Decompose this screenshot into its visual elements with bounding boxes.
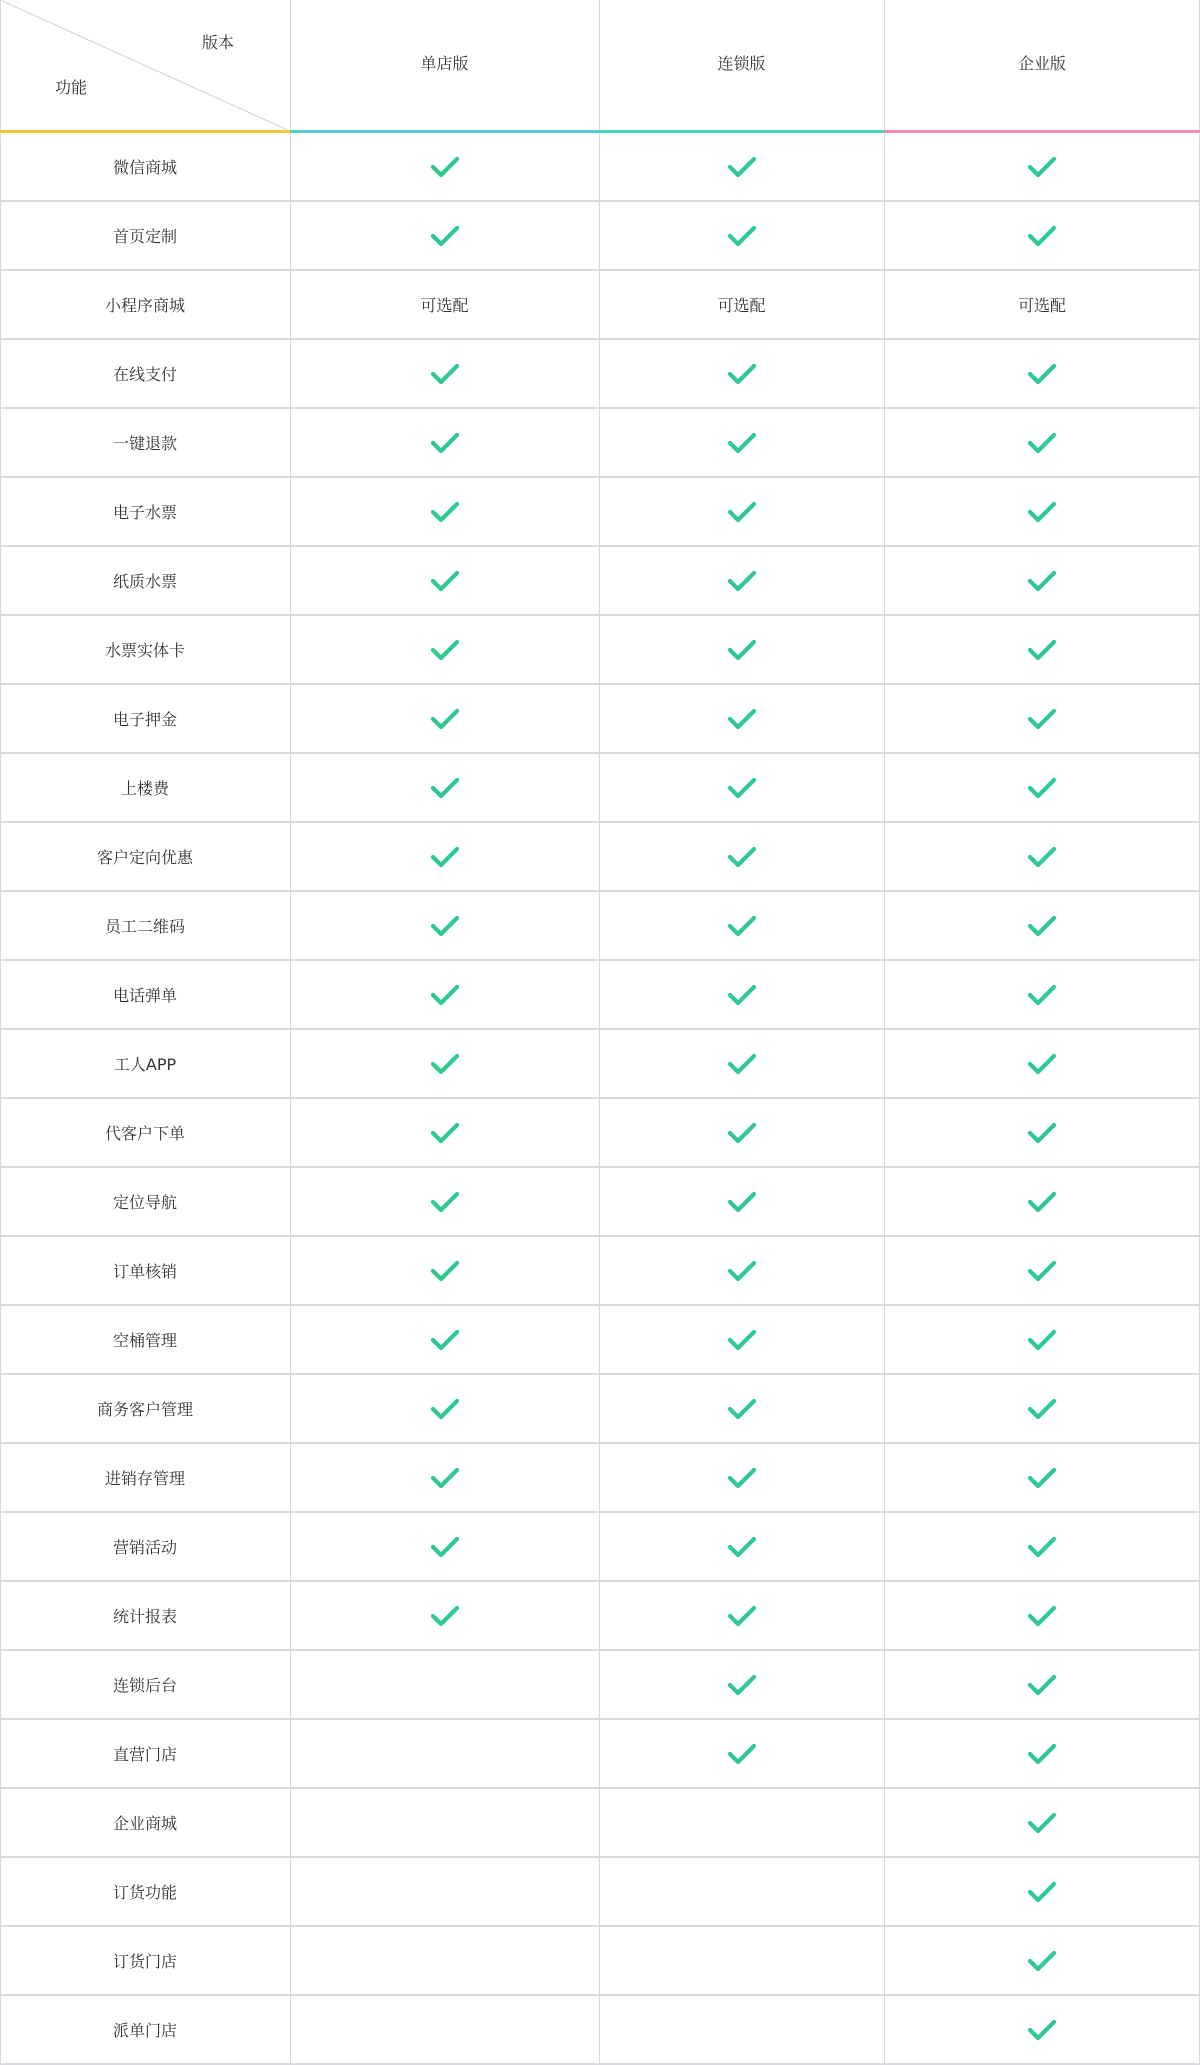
table-row: [0, 1375, 1200, 1444]
feature-name: 电话弹单: [112, 986, 177, 1005]
cell-single-store: [290, 1306, 599, 1373]
cell-single-store: [290, 961, 599, 1028]
check-icon: [430, 1328, 460, 1352]
feature-name: 电子水票: [112, 503, 177, 522]
cell-chain: [599, 892, 884, 959]
feature-name-cell: [0, 1651, 290, 1718]
check-icon: [1027, 1328, 1057, 1352]
column-header-chain: [599, 0, 884, 125]
feature-name-cell: [0, 616, 290, 683]
feature-name-cell: [0, 340, 290, 407]
table-row: [0, 685, 1200, 754]
table-row: [0, 1651, 1200, 1720]
feature-name-cell: [0, 202, 290, 269]
cell-chain: [599, 202, 884, 269]
feature-name-cell: [0, 892, 290, 959]
cell-single-store: [290, 271, 599, 338]
cell-enterprise: [884, 1789, 1200, 1856]
check-icon: [727, 1397, 757, 1421]
table-row: [0, 823, 1200, 892]
cell-enterprise: [884, 1927, 1200, 1994]
feature-name: 工人APP: [113, 1055, 177, 1074]
check-icon: [727, 500, 757, 524]
column-header-label: 单店版: [420, 54, 469, 73]
cell-single-store: [290, 1720, 599, 1787]
cell-single-store: [290, 340, 599, 407]
check-icon: [1027, 1880, 1057, 1904]
check-icon: [727, 155, 757, 179]
feature-name-cell: [0, 1720, 290, 1787]
optional-label: 可选配: [717, 296, 766, 315]
feature-name: 直营门店: [112, 1745, 177, 1764]
cell-single-store: [290, 202, 599, 269]
cell-enterprise: [884, 1996, 1200, 2063]
feature-name: 商务客户管理: [96, 1400, 193, 1419]
check-icon: [430, 224, 460, 248]
check-icon: [430, 983, 460, 1007]
cell-single-store: [290, 685, 599, 752]
feature-name-cell: [0, 1237, 290, 1304]
cell-single-store: [290, 1444, 599, 1511]
optional-label: 可选配: [1017, 296, 1066, 315]
cell-enterprise: [884, 1030, 1200, 1097]
cell-enterprise: [884, 1582, 1200, 1649]
check-icon: [430, 914, 460, 938]
check-icon: [430, 1604, 460, 1628]
cell-enterprise: [884, 340, 1200, 407]
check-icon: [727, 707, 757, 731]
corner-diagonal-divider: [0, 0, 290, 133]
feature-name: 代客户下单: [104, 1124, 185, 1143]
cell-chain: [599, 1444, 884, 1511]
check-icon: [430, 1259, 460, 1283]
feature-name: 在线支付: [112, 365, 177, 384]
feature-name-cell: [0, 1927, 290, 1994]
feature-name-cell: [0, 1444, 290, 1511]
check-icon: [727, 1673, 757, 1697]
cell-enterprise: [884, 1237, 1200, 1304]
table-row: [0, 1927, 1200, 1996]
feature-name: 客户定向优惠: [96, 848, 193, 867]
cell-enterprise: [884, 616, 1200, 683]
check-icon: [727, 431, 757, 455]
cell-chain: [599, 478, 884, 545]
cell-chain: [599, 1996, 884, 2063]
check-icon: [727, 845, 757, 869]
check-icon: [727, 1604, 757, 1628]
cell-enterprise: [884, 1513, 1200, 1580]
feature-name-cell: [0, 1306, 290, 1373]
feature-name-cell: [0, 1582, 290, 1649]
column-header-enterprise: [884, 0, 1200, 125]
cell-single-store: [290, 754, 599, 821]
cell-single-store: [290, 1168, 599, 1235]
cell-single-store: [290, 616, 599, 683]
check-icon: [1027, 638, 1057, 662]
column-header-label: 连锁版: [717, 54, 766, 73]
cell-chain: [599, 1651, 884, 1718]
check-icon: [1027, 362, 1057, 386]
check-icon: [1027, 1397, 1057, 1421]
cell-single-store: [290, 133, 599, 200]
cell-enterprise: [884, 478, 1200, 545]
cell-single-store: [290, 1030, 599, 1097]
check-icon: [1027, 1535, 1057, 1559]
check-icon: [727, 1535, 757, 1559]
cell-chain: [599, 409, 884, 476]
cell-chain: [599, 1720, 884, 1787]
check-icon: [1027, 155, 1057, 179]
check-icon: [430, 155, 460, 179]
feature-name: 营销活动: [112, 1538, 177, 1557]
cell-enterprise: [884, 133, 1200, 200]
cell-enterprise: [884, 409, 1200, 476]
feature-name-cell: [0, 1789, 290, 1856]
check-icon: [727, 983, 757, 1007]
cell-single-store: [290, 1651, 599, 1718]
check-icon: [1027, 431, 1057, 455]
check-icon: [1027, 1190, 1057, 1214]
cell-enterprise: [884, 1651, 1200, 1718]
check-icon: [430, 431, 460, 455]
cell-chain: [599, 616, 884, 683]
check-icon: [430, 1535, 460, 1559]
cell-single-store: [290, 1237, 599, 1304]
check-icon: [1027, 1052, 1057, 1076]
check-icon: [727, 1121, 757, 1145]
cell-chain: [599, 1789, 884, 1856]
feature-name-cell: [0, 823, 290, 890]
cell-enterprise: [884, 754, 1200, 821]
feature-name-cell: [0, 478, 290, 545]
feature-name-cell: [0, 133, 290, 200]
cell-chain: [599, 1582, 884, 1649]
check-icon: [430, 638, 460, 662]
table-row: [0, 1996, 1200, 2065]
feature-name: 企业商城: [112, 1814, 177, 1833]
feature-name-cell: [0, 547, 290, 614]
column-header-label: 企业版: [1017, 54, 1066, 73]
cell-enterprise: [884, 961, 1200, 1028]
check-icon: [1027, 1121, 1057, 1145]
check-icon: [1027, 1466, 1057, 1490]
check-icon: [430, 1121, 460, 1145]
feature-name-cell: [0, 1099, 290, 1166]
check-icon: [1027, 500, 1057, 524]
cell-enterprise: [884, 1444, 1200, 1511]
feature-name: 小程序商城: [104, 296, 185, 315]
check-icon: [430, 707, 460, 731]
feature-name: 微信商城: [112, 158, 177, 177]
check-icon: [1027, 1742, 1057, 1766]
feature-name-cell: [0, 409, 290, 476]
table-row: [0, 1099, 1200, 1168]
table-row: [0, 1582, 1200, 1651]
check-icon: [1027, 1604, 1057, 1628]
feature-corner-label: 功能: [55, 78, 88, 97]
cell-chain: [599, 133, 884, 200]
feature-name: 订货功能: [112, 1883, 177, 1902]
cell-enterprise: [884, 202, 1200, 269]
check-icon: [727, 1466, 757, 1490]
table-row: [0, 1789, 1200, 1858]
table-row: [0, 1720, 1200, 1789]
table-row: [0, 478, 1200, 547]
cell-chain: [599, 340, 884, 407]
table-row: [0, 1237, 1200, 1306]
check-icon: [727, 1328, 757, 1352]
cell-enterprise: [884, 1099, 1200, 1166]
cell-single-store: [290, 823, 599, 890]
table-row: [0, 271, 1200, 340]
feature-name: 上楼费: [120, 779, 169, 798]
feature-name: 一键退款: [112, 434, 177, 453]
check-icon: [430, 1397, 460, 1421]
check-icon: [430, 500, 460, 524]
feature-name: 员工二维码: [104, 917, 185, 936]
feature-name: 电子押金: [112, 710, 177, 729]
column-header-single-store: [290, 0, 599, 125]
cell-single-store: [290, 1789, 599, 1856]
check-icon: [727, 638, 757, 662]
check-icon: [727, 569, 757, 593]
check-icon: [430, 845, 460, 869]
cell-enterprise: [884, 892, 1200, 959]
feature-name-cell: [0, 1168, 290, 1235]
table-row: [0, 1444, 1200, 1513]
check-icon: [727, 362, 757, 386]
cell-enterprise: [884, 271, 1200, 338]
check-icon: [430, 1052, 460, 1076]
feature-name-cell: [0, 754, 290, 821]
table-row: [0, 1513, 1200, 1582]
cell-single-store: [290, 1927, 599, 1994]
cell-chain: [599, 685, 884, 752]
cell-single-store: [290, 1513, 599, 1580]
feature-name-cell: [0, 685, 290, 752]
cell-single-store: [290, 1582, 599, 1649]
cell-chain: [599, 271, 884, 338]
feature-name: 派单门店: [112, 2021, 177, 2040]
check-icon: [1027, 1949, 1057, 1973]
cell-chain: [599, 1927, 884, 1994]
cell-single-store: [290, 892, 599, 959]
table-row: [0, 547, 1200, 616]
cell-single-store: [290, 547, 599, 614]
table-row: [0, 961, 1200, 1030]
feature-name: 定位导航: [112, 1193, 177, 1212]
table-row: [0, 754, 1200, 823]
table-header: [0, 0, 1200, 133]
optional-label: 可选配: [420, 296, 469, 315]
cell-enterprise: [884, 1858, 1200, 1925]
feature-name-cell: [0, 1513, 290, 1580]
feature-name-cell: [0, 271, 290, 338]
check-icon: [1027, 776, 1057, 800]
check-icon: [1027, 707, 1057, 731]
table-row: [0, 202, 1200, 271]
feature-name-cell: [0, 1030, 290, 1097]
cell-enterprise: [884, 1306, 1200, 1373]
cell-chain: [599, 1375, 884, 1442]
check-icon: [430, 362, 460, 386]
check-icon: [1027, 1811, 1057, 1835]
cell-single-store: [290, 1099, 599, 1166]
cell-enterprise: [884, 685, 1200, 752]
check-icon: [727, 1742, 757, 1766]
feature-name: 统计报表: [112, 1607, 177, 1626]
cell-chain: [599, 1030, 884, 1097]
table-row: [0, 133, 1200, 202]
cell-enterprise: [884, 1720, 1200, 1787]
check-icon: [430, 776, 460, 800]
cell-single-store: [290, 478, 599, 545]
cell-enterprise: [884, 547, 1200, 614]
cell-enterprise: [884, 1375, 1200, 1442]
check-icon: [1027, 914, 1057, 938]
cell-chain: [599, 754, 884, 821]
check-icon: [1027, 224, 1057, 248]
check-icon: [430, 569, 460, 593]
cell-single-store: [290, 1996, 599, 2063]
cell-enterprise: [884, 823, 1200, 890]
cell-chain: [599, 547, 884, 614]
check-icon: [727, 914, 757, 938]
check-icon: [1027, 2018, 1057, 2042]
feature-name-cell: [0, 961, 290, 1028]
cell-chain: [599, 1306, 884, 1373]
cell-single-store: [290, 1375, 599, 1442]
cell-chain: [599, 1168, 884, 1235]
check-icon: [727, 1259, 757, 1283]
feature-name: 纸质水票: [112, 572, 177, 591]
feature-name-cell: [0, 1996, 290, 2063]
check-icon: [1027, 1259, 1057, 1283]
table-row: [0, 1168, 1200, 1237]
feature-name: 订单核销: [112, 1262, 177, 1281]
feature-name: 空桶管理: [112, 1331, 177, 1350]
check-icon: [727, 1190, 757, 1214]
cell-chain: [599, 1237, 884, 1304]
check-icon: [430, 1466, 460, 1490]
check-icon: [727, 776, 757, 800]
table-row: [0, 892, 1200, 961]
check-icon: [430, 1190, 460, 1214]
feature-name: 水票实体卡: [104, 641, 185, 660]
check-icon: [1027, 1673, 1057, 1697]
check-icon: [1027, 983, 1057, 1007]
feature-name: 连锁后台: [112, 1676, 177, 1695]
feature-name: 订货门店: [112, 1952, 177, 1971]
version-corner-label: 版本: [202, 33, 235, 52]
cell-chain: [599, 823, 884, 890]
check-icon: [1027, 845, 1057, 869]
check-icon: [1027, 569, 1057, 593]
feature-name: 首页定制: [112, 227, 177, 246]
cell-chain: [599, 1858, 884, 1925]
table-row: [0, 409, 1200, 478]
cell-chain: [599, 1513, 884, 1580]
cell-enterprise: [884, 1168, 1200, 1235]
table-row: [0, 340, 1200, 409]
cell-single-store: [290, 409, 599, 476]
table-row: [0, 616, 1200, 685]
table-row: [0, 1858, 1200, 1927]
table-row: [0, 1030, 1200, 1099]
feature-name-cell: [0, 1375, 290, 1442]
cell-chain: [599, 1099, 884, 1166]
feature-name-cell: [0, 1858, 290, 1925]
cell-single-store: [290, 1858, 599, 1925]
check-icon: [727, 224, 757, 248]
feature-name: 进销存管理: [104, 1469, 185, 1488]
table-row: [0, 1306, 1200, 1375]
check-icon: [727, 1052, 757, 1076]
cell-chain: [599, 961, 884, 1028]
